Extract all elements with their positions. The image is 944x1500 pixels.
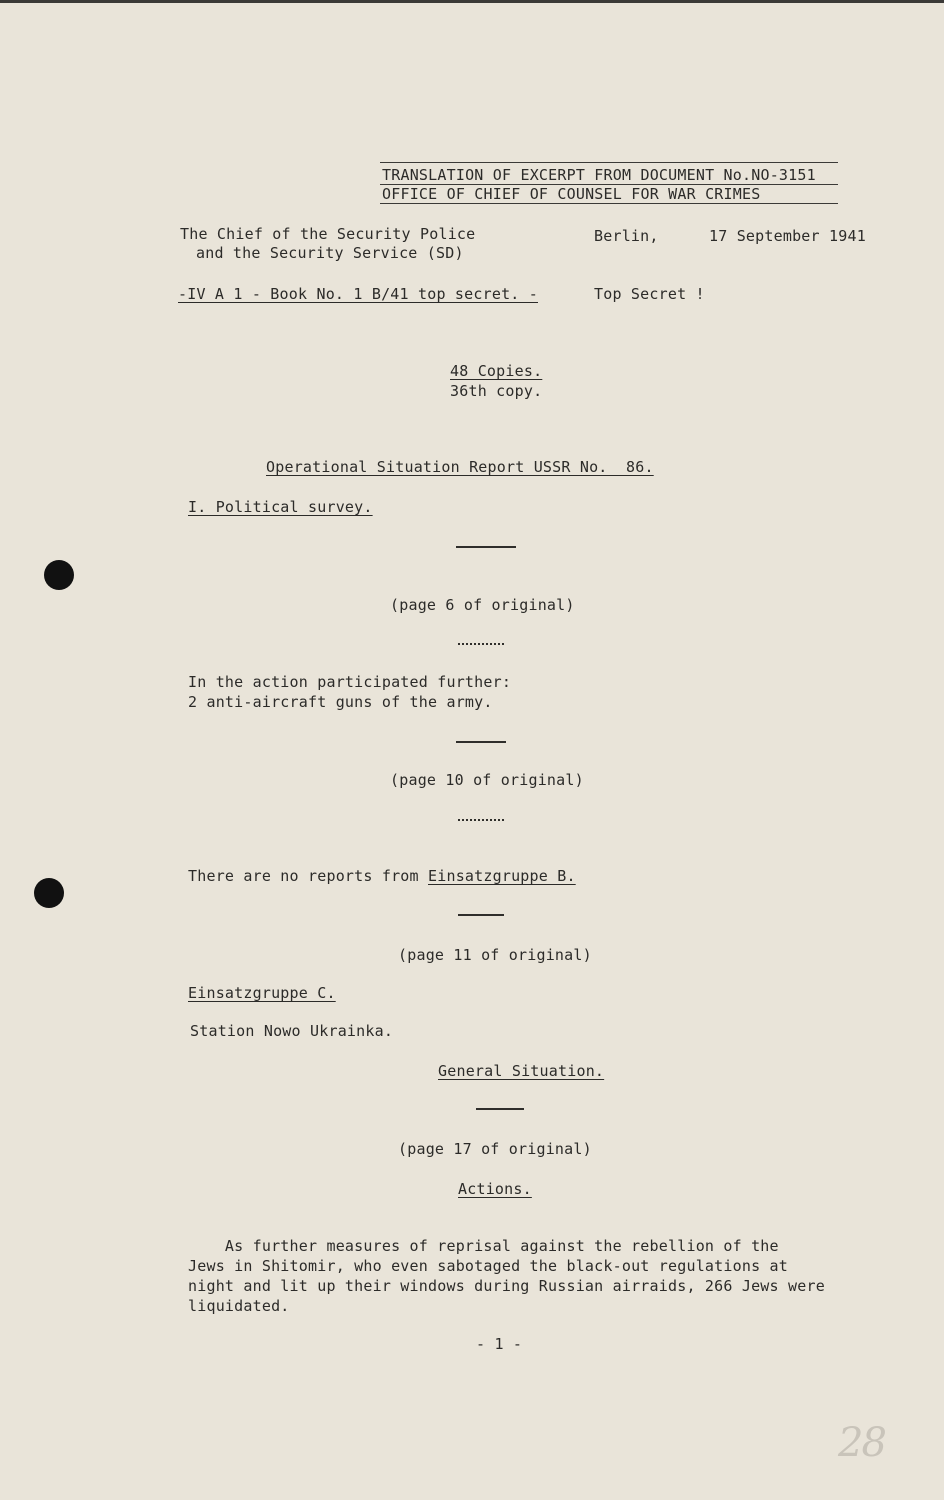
scan-edge: [0, 0, 944, 3]
header-rule-bottom: [380, 203, 838, 204]
paragraph-line-1: As further measures of reprisal against the rebellion of the: [188, 1237, 779, 1255]
action-text-line-1: In the action participated further:: [188, 673, 512, 691]
separator-2: [458, 643, 504, 645]
date-place: Berlin,: [594, 227, 659, 245]
classification: Top Secret !: [594, 285, 705, 303]
page-ref-11: (page 11 of original): [398, 946, 592, 964]
einsatzgruppe-c-heading: Einsatzgruppe C.: [188, 984, 336, 1002]
header-line-2: OFFICE OF CHIEF OF COUNSEL FOR WAR CRIMES: [382, 185, 761, 203]
paragraph-line-3: night and lit up their windows during Russian airraids, 266 Jews were: [188, 1277, 825, 1295]
paragraph-line-2: Jews in Shitomir, who even sabotaged the black-out regulations at: [188, 1257, 788, 1275]
paragraph-line-4: liquidated.: [188, 1297, 290, 1315]
separator-1: [456, 546, 516, 548]
page-ref-10: (page 10 of original): [390, 771, 584, 789]
separator-3: [456, 741, 506, 743]
page-number: - 1 -: [476, 1335, 523, 1353]
report-title: Operational Situation Report USSR No. 86.: [266, 458, 654, 476]
general-situation-heading: General Situation.: [438, 1062, 605, 1080]
handwritten-page-number: 28: [838, 1420, 885, 1466]
copy-number: 36th copy.: [450, 382, 543, 400]
date-value: 17 September 1941: [709, 227, 866, 245]
no-reports-text: [188, 866, 576, 886]
einsatzgruppe-b: Einsatzgruppe B.: [428, 867, 576, 885]
section-heading-political: I. Political survey.: [188, 498, 373, 516]
page-ref-17: (page 17 of original): [398, 1140, 592, 1158]
separator-6: [476, 1108, 524, 1110]
separator-4: [458, 819, 504, 821]
punch-hole-top: [44, 560, 74, 590]
sender-line-1: The Chief of the Security Police: [180, 225, 476, 243]
punch-hole-bottom: [34, 878, 64, 908]
header-rule-top: [380, 162, 838, 163]
copies-count: 48 Copies.: [450, 362, 543, 380]
no-reports-prefix: There are no reports from: [188, 867, 428, 885]
page-ref-6: (page 6 of original): [390, 596, 575, 614]
actions-heading: Actions.: [458, 1180, 532, 1198]
header-line-1: TRANSLATION OF EXCERPT FROM DOCUMENT No.NO-3151: [382, 166, 816, 184]
separator-5: [458, 914, 504, 916]
sender-line-2: and the Security Service (SD): [196, 244, 464, 262]
station-text: Station Nowo Ukrainka.: [190, 1022, 394, 1040]
reference-number: -IV A 1 - Book No. 1 B/41 top secret. -: [178, 285, 538, 303]
action-text-line-2: 2 anti-aircraft guns of the army.: [188, 693, 493, 711]
